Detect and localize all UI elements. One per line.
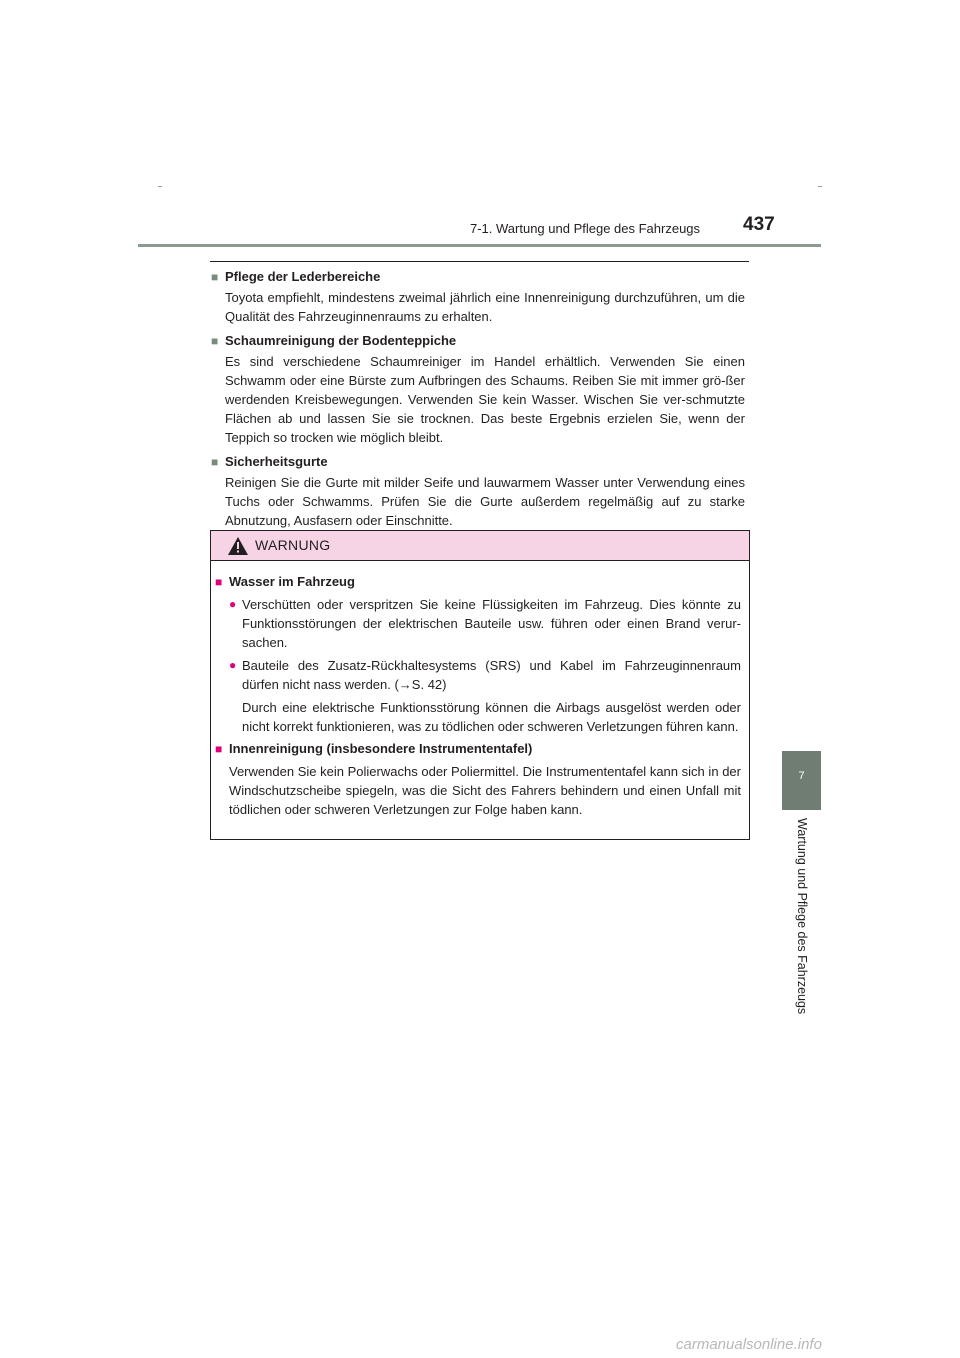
warning-bullet-srs-detail: Durch eine elektrische Funktionsstörung können die Airbags ausgelöst werden oder nicht korrekt funktionieren, was zu tödlichen oder schweren Verletzungen führen kann. xyxy=(242,700,741,734)
section-heading-text: Pflege der Lederbereiche xyxy=(225,269,381,284)
warning-bullet-srs xyxy=(229,656,741,694)
warning-body xyxy=(211,561,749,819)
section-heading-text: Sicherheitsgurte xyxy=(225,454,328,469)
content-top-rule xyxy=(210,261,749,262)
section-heading-carpet xyxy=(210,332,745,350)
warning-triangle-icon xyxy=(228,537,248,555)
header-section-title: 7-1. Wartung und Pflege des Fahrzeugs xyxy=(470,221,701,236)
square-bullet-icon: ■ xyxy=(215,742,223,756)
section-heading-seatbelts xyxy=(210,453,745,471)
section-paragraph-carpet: Es sind verschiedene Schaumreiniger im Handel erhältlich. Verwenden Sie einen Schwamm oder eine Bürste zum Aufbringen des Schaums. Reiben Sie mit immer grö-ßer werdenden Kreisbewegungen. Verwenden Sie kein Wasser. Wischen Sie ver-schmutzte Flächen ab und lassen Sie sie trocknen. Das beste Ergebnis erzielen Sie, wenn der Teppich so trocken wie möglich bleibt. xyxy=(225,354,745,445)
section-paragraph-leather: Toyota empfiehlt, mindestens zweimal jährlich eine Innenreinigung durchzuführen, um die Qualität des Fahrzeuginnenraums zu erhalten. xyxy=(225,290,745,324)
main-content xyxy=(210,268,745,536)
section-heading-text: Schaumreinigung der Bodenteppiche xyxy=(225,333,457,348)
warning-heading-text: Wasser im Fahrzeug xyxy=(229,574,355,589)
warning-heading-text: Innenreinigung (insbesondere Instrumententafel) xyxy=(229,741,533,756)
warning-bullet-text: Verschütten oder verspritzen Sie keine Flüssigkeiten im Fahrzeug. Dies könnte zu Funktionsstörungen der elektrischen Bauteile usw. führen oder einen Brand verur-sachen. xyxy=(242,597,741,650)
square-bullet-icon: ■ xyxy=(215,575,223,589)
square-bullet-icon: ■ xyxy=(211,334,219,348)
warning-paragraph-interior: Verwenden Sie kein Polierwachs oder Poliermittel. Die Instrumententafel kann sich in der Windschutzscheibe spiegeln, was die Sicht des Fahrers behindern und einen Unfall mit tödlichen oder schweren Verletzungen zur Folge haben kann. xyxy=(229,764,741,817)
section-paragraph-seatbelts: Reinigen Sie die Gurte mit milder Seife und lauwarmem Wasser unter Verwendung eines Tuchs oder Schwamms. Prüfen Sie die Gurte außerdem regelmäßig auf zu starke Abnutzung, Ausfasern oder Einschnitte. xyxy=(225,475,745,528)
warning-header xyxy=(211,531,749,561)
crop-mark-left xyxy=(158,186,162,187)
round-bullet-icon: ● xyxy=(229,597,237,611)
chapter-tab-number: 7 xyxy=(798,770,805,782)
warning-label: WARNUNG xyxy=(255,537,331,553)
warning-bullet-liquids xyxy=(229,595,741,652)
page-number: 437 xyxy=(743,214,775,235)
warning-box xyxy=(210,530,750,840)
warning-bullet-text: Bauteile des Zusatz-Rückhaltesystems (SRS) und Kabel im Fahrzeuginnenraum dürfen nicht nass werden. (→S. 42) xyxy=(242,658,741,692)
warning-heading-interior xyxy=(215,740,741,758)
header-rule xyxy=(138,244,821,247)
watermark-text: carmanualsonline.info xyxy=(676,1336,822,1353)
warning-heading-water xyxy=(215,573,741,591)
chapter-side-title: Wartung und Pflege des Fahrzeugs xyxy=(795,818,809,1015)
round-bullet-icon: ● xyxy=(229,658,237,672)
square-bullet-icon: ■ xyxy=(211,270,219,284)
section-heading-leather xyxy=(210,268,745,286)
crop-mark-right xyxy=(818,186,822,187)
square-bullet-icon: ■ xyxy=(211,455,219,469)
